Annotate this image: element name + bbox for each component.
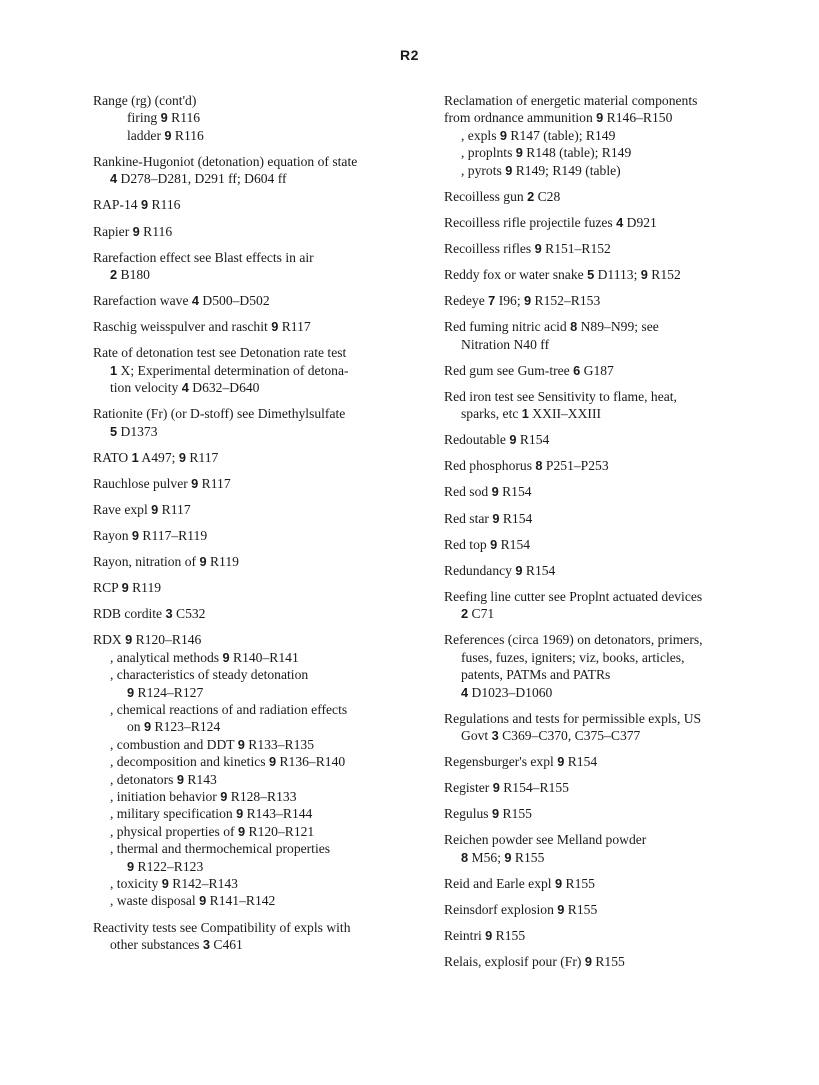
index-term: Reinsdorf explosion 9 R155 [444,902,598,918]
index-entry [93,223,413,240]
index-term: Rave expl 9 R117 [93,501,191,517]
volume-number: 5 [587,267,595,282]
index-entry [93,92,413,144]
volume-number: 2 [110,267,118,282]
volume-number: 9 [176,771,184,787]
index-term: Recoilless rifles 9 R151–R152 [444,240,611,256]
index-entry [444,266,764,283]
index-entry [93,153,413,188]
index-term: Reintri 9 R155 [444,928,526,944]
index-entry [93,501,413,518]
volume-number: 9 [268,754,277,770]
volume-number: 9 [222,649,230,665]
index-entry [93,196,413,213]
index-subline: 8 M56; 9 R155 [461,849,545,865]
volume-number: 9 [164,127,172,143]
index-term: Rankine-Hugoniot (detonation) equation of state [93,153,358,169]
index-subline: , combustion and DDT 9 R133–R135 [110,736,314,752]
index-entry [444,901,764,918]
index-subline: other substances 3 C461 [110,936,243,952]
index-entry [93,449,413,466]
index-subline: on 9 R123–R124 [127,719,221,735]
volume-number: 9 [127,858,135,874]
index-term: Redundancy 9 R154 [444,562,556,578]
index-entry [444,562,764,579]
index-term: Red gum see Gum-tree 6 G187 [444,362,614,378]
volume-number: 9 [199,554,207,570]
index-term: Recoilless rifle projectile fuzes 4 D921 [444,214,657,230]
index-entry [93,631,413,910]
volume-number: 9 [132,223,140,239]
index-subline: , chemical reactions of and radiation effects [110,701,348,717]
volume-number: 4 [110,171,118,187]
volume-number: 1 [521,406,529,422]
index-entry [444,92,764,179]
volume-number: 2 [527,188,535,204]
index-term: References (circa 1969) on detonators, primers, [444,632,703,648]
volume-number: 7 [488,293,496,309]
page-number: R2 [400,47,419,63]
volume-number: 8 [570,319,578,335]
volume-number: 8 [461,849,469,865]
index-entry [444,536,764,553]
volume-number: 6 [573,362,581,378]
index-term: Red phosphorus 8 P251–P253 [444,458,609,474]
index-entry [93,527,413,544]
index-term: Redoutable 9 R154 [444,432,550,448]
index-term: Red iron test see Sensitivity to flame, heat, [444,388,677,404]
index-entry [93,405,413,440]
index-term: Reefing line cutter see Proplnt actuated devices [444,588,703,604]
volume-number: 8 [535,458,543,474]
volume-number: 9 [144,719,152,735]
index-term: Redeye 7 I96; 9 R152–R153 [444,293,601,309]
volume-number: 4 [616,214,624,230]
index-entry [444,779,764,796]
index-term: Regensburger's expl 9 R154 [444,754,598,770]
index-entry [444,240,764,257]
index-subline: sparks, etc 1 XXII–XXIII [461,406,602,422]
volume-number: 9 [485,928,493,944]
index-entry [444,927,764,944]
volume-number: 9 [499,127,508,143]
volume-number: 9 [515,562,523,578]
index-term: Register 9 R154–R155 [444,780,569,796]
index-term: Regulus 9 R155 [444,806,532,822]
index-entry [444,875,764,892]
volume-number: 9 [125,632,133,648]
volume-number: 9 [492,780,500,796]
volume-number: 9 [534,240,542,256]
index-subline: , proplnts 9 R148 (table); R149 [461,145,632,161]
index-subline: , toxicity 9 R142–R143 [110,876,238,892]
index-subline: , military specification 9 R143–R144 [110,806,313,822]
index-entry [444,753,764,770]
index-subline: Govt 3 C369–C370, C375–C377 [461,728,641,744]
index-subline: 4 D278–D281, D291 ff; D604 ff [110,171,287,187]
index-subline: , analytical methods 9 R140–R141 [110,649,299,665]
index-term: Rarefaction wave 4 D500–D502 [93,293,270,309]
volume-number: 9 [524,293,532,309]
index-term: Reactivity tests see Compatibility of expls with [93,919,351,935]
index-subline: 9 R122–R123 [127,858,204,874]
index-term: RATO 1 A497; 9 R117 [93,449,219,465]
volume-number: 9 [492,510,500,526]
index-term: Rayon 9 R117–R119 [93,527,208,543]
index-entry [444,318,764,353]
index-entry [444,631,764,701]
volume-number: 9 [491,484,499,500]
volume-number: 9 [504,849,512,865]
index-entry [93,579,413,596]
volume-number: 9 [220,789,228,804]
volume-number: 9 [491,806,500,822]
index-subline: , expls 9 R147 (table); R149 [461,127,616,143]
index-entry [444,214,764,231]
volume-number: 1 [110,362,118,378]
index-term: Reclamation of energetic material components [444,93,698,108]
index-entry [93,318,413,335]
index-entry [444,388,764,423]
volume-number: 9 [199,893,207,909]
index-subline: , characteristics of steady detonation [110,667,309,683]
index-subline: , detonators 9 R143 [110,771,217,787]
volume-number: 3 [491,728,499,744]
index-subline: from ordnance ammunition 9 R146–R150 [444,110,673,126]
index-entry [93,553,413,570]
index-subline: firing 9 R116 [127,110,201,126]
volume-number: 4 [181,380,189,396]
volume-number: 9 [237,736,245,752]
index-entry [444,483,764,500]
index-term: RDB cordite 3 C532 [93,606,206,622]
volume-number: 9 [121,580,129,596]
index-entry [444,188,764,205]
volume-number: 9 [490,536,498,552]
volume-number: 9 [584,954,592,970]
volume-number: 9 [178,449,186,465]
index-term: Red fuming nitric acid 8 N89–N99; see [444,319,659,335]
index-subline: tion velocity 4 D632–D640 [110,380,260,396]
volume-number: 1 [131,449,139,465]
volume-number: 9 [596,110,604,126]
index-subline: 1 X; Experimental determination of detona- [110,362,349,378]
index-subline: , pyrots 9 R149; R149 (table) [461,162,621,178]
index-entry [93,292,413,309]
volume-number: 3 [202,936,210,952]
index-entry [444,292,764,309]
index-term: Rationite (Fr) (or D-stoff) see Dimethylsulfate [93,406,346,422]
volume-number: 9 [557,902,565,918]
index-entry [444,953,764,970]
index-term: Red sod 9 R154 [444,484,532,500]
index-term: Relais, explosif pour (Fr) 9 R155 [444,954,625,970]
index-entry [444,710,764,745]
index-entry [93,344,413,396]
index-term: Rarefaction effect see Blast effects in air [93,249,314,265]
volume-number: 9 [160,110,168,126]
index-entry [444,457,764,474]
index-subline: , initiation behavior 9 R128–R133 [110,789,297,804]
volume-number: 4 [461,684,469,700]
index-entry [93,249,413,284]
index-entry [444,362,764,379]
index-term: Reichen powder see Melland powder [444,832,647,848]
index-entry [93,919,413,954]
index-term: Range (rg) (cont'd) [93,93,197,108]
index-entry [444,431,764,448]
index-subline: patents, PATMs and PATRs [461,667,611,683]
index-subline: 2 C71 [461,606,495,622]
index-subline: 9 R124–R127 [127,684,204,700]
index-column-left [93,92,413,962]
index-subline: Nitration N40 ff [461,336,550,352]
volume-number: 9 [237,823,246,839]
index-term: RDX 9 R120–R146 [93,632,202,648]
volume-number: 9 [151,501,159,517]
index-term: RCP 9 R119 [93,580,162,596]
index-entry [444,805,764,822]
volume-number: 9 [509,432,517,448]
index-subline: , waste disposal 9 R141–R142 [110,893,276,909]
index-subline: , thermal and thermochemical properties [110,841,331,857]
index-term: Regulations and tests for permissible expls, US [444,710,702,726]
index-entry [93,475,413,492]
index-entry [444,588,764,623]
volume-number: 9 [554,875,563,891]
index-term: Rauchlose pulver 9 R117 [93,475,231,491]
volume-number: 2 [461,606,469,622]
index-subline: 5 D1373 [110,423,158,439]
volume-number: 9 [127,684,135,700]
index-term: Raschig weisspulver and raschit 9 R117 [93,319,311,335]
index-subline: 2 B180 [110,267,150,282]
index-term: Reddy fox or water snake 5 D1113; 9 R152 [444,267,681,282]
volume-number: 3 [165,606,173,622]
index-entry [444,510,764,527]
index-term: Rapier 9 R116 [93,223,173,239]
index-subline: ladder 9 R116 [127,127,204,143]
volume-number: 9 [505,162,513,178]
volume-number: 9 [131,527,140,543]
index-subline: , decomposition and kinetics 9 R136–R140 [110,754,346,770]
index-entry [444,831,764,866]
volume-number: 9 [271,319,279,335]
index-term: RAP-14 9 R116 [93,197,181,213]
volume-number: 9 [557,754,565,770]
index-subline: 4 D1023–D1060 [461,684,553,700]
index-entry [93,605,413,622]
volume-number: 9 [236,806,244,822]
volume-number: 9 [161,876,169,892]
volume-number: 9 [140,197,149,213]
volume-number: 9 [515,145,523,161]
index-term: Rate of detonation test see Detonation rate test [93,345,347,361]
volume-number: 4 [191,293,200,309]
index-subline: , physical properties of 9 R120–R121 [110,823,315,839]
index-column-right [444,92,764,979]
index-term: Red star 9 R154 [444,510,533,526]
volume-number: 9 [191,475,199,491]
volume-number: 9 [640,267,648,282]
index-term: Red top 9 R154 [444,536,531,552]
index-term: Recoilless gun 2 C28 [444,188,561,204]
index-term: Reid and Earle expl 9 R155 [444,875,595,891]
index-subline: fuses, fuzes, igniters; viz, books, articles, [461,649,685,665]
volume-number: 5 [110,423,118,439]
index-term: Rayon, nitration of 9 R119 [93,554,239,570]
